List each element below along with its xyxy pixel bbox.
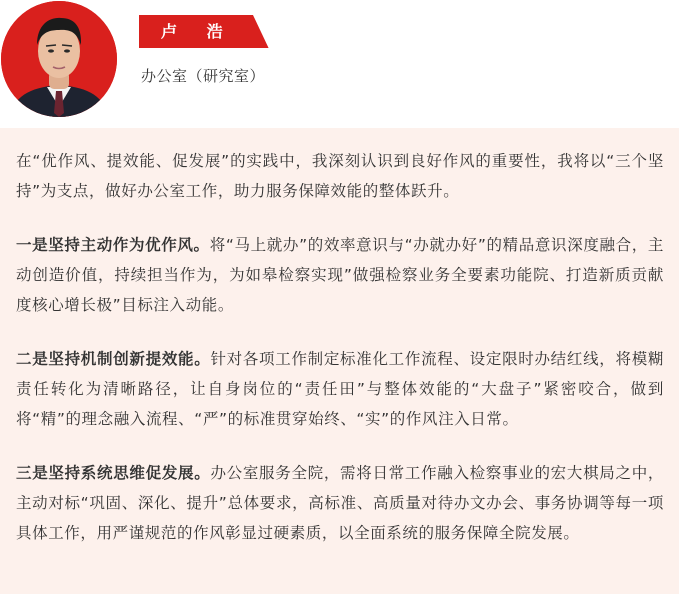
point-heading-1: 一是坚持主动作为优作风。 xyxy=(16,236,210,254)
point-heading-2: 二是坚持机制创新提效能。 xyxy=(16,350,211,368)
point-heading-3: 三是坚持系统思维促发展。 xyxy=(16,464,211,482)
portrait-photo xyxy=(1,1,117,117)
profile-header xyxy=(0,0,679,122)
avatar xyxy=(1,1,117,117)
name-tag xyxy=(139,15,269,48)
point-body-1: 将“马上就办”的效率意识与“办就办好”的精品意识深度融合，主动创造价值，持续担当作为，为如皋检察实现”做强检察业务全要素功能院、打造新质贡献度核心增长极”目标注入动能。 xyxy=(16,236,665,314)
department-label: 办公室（研究室） xyxy=(141,67,266,85)
person-name: 卢 浩 xyxy=(139,15,243,48)
article-panel xyxy=(0,128,679,594)
point-paragraph-1 xyxy=(16,230,664,320)
point-body-3: 办公室服务全院，需将日常工作融入检察事业的宏大棋局之中，主动对标“巩固、深化、提升”总体要求，高标准、高质量对待办文办会、事务协调等每一项具体工作，用严谨规范的作风彰显过硬素质，以全面系统的服务保障全院发展。 xyxy=(16,464,664,542)
point-body-2: 针对各项工作制定标准化工作流程、设定限时办结红线，将模糊责任转化为清晰路径，让自身岗位的“责任田”与整体效能的“大盘子”紧密咬合，做到将“精”的理念融入流程、“严”的标准贯穿始终、“实”的作风注入日常。 xyxy=(16,350,664,428)
point-paragraph-2 xyxy=(16,344,664,434)
name-tag-ribbon xyxy=(243,15,269,48)
intro-paragraph: 在“优作风、提效能、促发展”的实践中，我深刻认识到良好作风的重要性，我将以“三个坚持”为支点，做好办公室工作，助力服务保障效能的整体跃升。 xyxy=(16,152,664,200)
point-paragraph-3 xyxy=(16,458,664,548)
